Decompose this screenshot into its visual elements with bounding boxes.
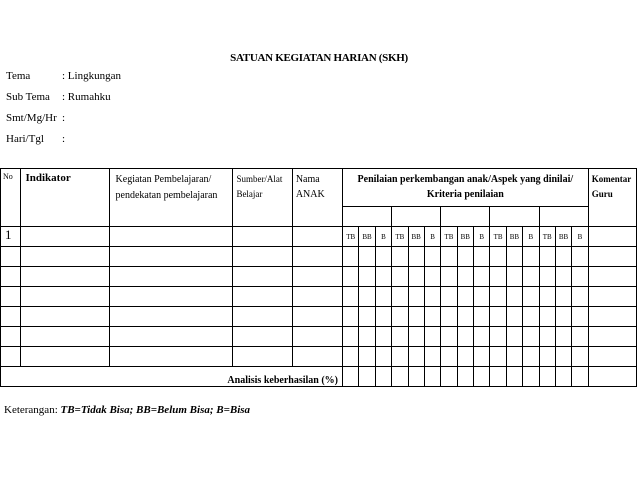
cell [555,267,571,287]
grade-label: TB [343,227,359,247]
grade-label: BB [555,227,571,247]
cell [523,307,539,327]
cell [1,247,21,267]
cell [490,367,506,387]
cell [539,287,555,307]
cell [408,267,424,287]
cell [109,347,233,367]
cell [441,267,457,287]
cell [109,287,233,307]
cell [490,327,506,347]
cell [109,247,233,267]
meta-smt [6,112,65,124]
cell [506,267,522,287]
cell [109,267,233,287]
cell [474,247,490,267]
aspect-cell [539,207,588,227]
cell [457,287,473,307]
cell [441,347,457,367]
cell [21,227,109,247]
cell [474,307,490,327]
aspect-cell [343,207,392,227]
meta-value: : Lingkungan [62,70,121,82]
cell [233,287,292,307]
cell [490,247,506,267]
cell [523,267,539,287]
aspect-cell [490,207,539,227]
cell [539,267,555,287]
analisis-row [1,367,637,387]
cell [375,347,391,367]
cell [490,267,506,287]
cell [523,347,539,367]
meta-value: : Rumahku [62,91,111,103]
cell [506,367,522,387]
cell [588,247,636,267]
aspect-cell [441,207,490,227]
cell [555,287,571,307]
cell [21,307,109,327]
cell [457,247,473,267]
cell [233,267,292,287]
cell [539,307,555,327]
grade-label: TB [392,227,408,247]
cell [506,307,522,327]
cell [408,307,424,327]
cell [474,347,490,367]
table-row [1,247,637,267]
header-komentar: Komentar Guru [588,169,636,227]
cell [474,327,490,347]
analisis-label: Analisis keberhasilan (%) [1,367,343,387]
cell [233,347,292,367]
skh-table [0,168,637,387]
cell [555,347,571,367]
cell [375,247,391,267]
meta-tema [6,70,121,82]
cell [539,327,555,347]
cell [21,247,109,267]
cell [424,247,440,267]
cell [408,247,424,267]
cell [539,247,555,267]
cell [441,287,457,307]
cell [572,267,588,287]
keterangan-text: TB=Tidak Bisa; BB=Belum Bisa; B=Bisa [60,404,251,416]
cell [359,327,375,347]
cell [233,327,292,347]
cell [474,367,490,387]
cell [457,367,473,387]
cell [292,267,342,287]
cell [457,327,473,347]
cell [359,347,375,367]
cell [233,247,292,267]
cell [555,327,571,347]
cell [392,347,408,367]
cell [572,247,588,267]
cell [292,247,342,267]
cell [474,267,490,287]
grade-label: B [375,227,391,247]
grade-label: TB [490,227,506,247]
cell [555,367,571,387]
meta-subtema [6,91,111,103]
cell [359,267,375,287]
meta-label: Sub Tema [6,91,50,103]
cell [343,307,359,327]
header-no: No [1,169,21,227]
cell [572,327,588,347]
cell [457,307,473,327]
aspect-cell [392,207,441,227]
cell [408,327,424,347]
header-indikator: Indikator [21,169,109,227]
table-row [1,347,637,367]
cell [424,367,440,387]
cell [343,327,359,347]
meta-hari [6,133,65,145]
meta-label: Hari/Tgl [6,133,44,145]
table-row [1,227,637,247]
cell [375,287,391,307]
keterangan [4,404,250,416]
cell [292,347,342,367]
cell [359,287,375,307]
grade-label: B [424,227,440,247]
cell [233,307,292,327]
table-row [1,327,637,347]
cell [555,247,571,267]
header-sumber: Sumber/Alat Belajar [233,169,292,227]
cell [572,307,588,327]
cell [1,327,21,347]
cell [424,267,440,287]
meta-value: : [62,112,66,124]
cell [343,347,359,367]
grade-label: B [474,227,490,247]
cell [292,227,342,247]
header-kegiatan: Kegiatan Pembelajaran/ pendekatan pembelajaran [109,169,233,227]
cell [441,307,457,327]
cell [375,327,391,347]
cell [375,367,391,387]
cell [490,347,506,367]
cell [292,327,342,347]
cell [21,287,109,307]
table-row [1,287,637,307]
cell [506,287,522,307]
cell [457,267,473,287]
cell [523,327,539,347]
cell [392,327,408,347]
cell [343,247,359,267]
cell [392,247,408,267]
header-nama: Nama ANAK [292,169,342,227]
cell [441,247,457,267]
cell [1,347,21,367]
grade-label: TB [539,227,555,247]
cell [343,287,359,307]
cell [21,327,109,347]
cell [392,287,408,307]
cell [392,307,408,327]
cell [1,287,21,307]
cell [359,307,375,327]
cell [424,327,440,347]
cell [343,367,359,387]
cell [424,347,440,367]
cell [441,367,457,387]
cell [375,307,391,327]
cell [474,287,490,307]
cell [490,307,506,327]
cell [292,307,342,327]
cell [1,267,21,287]
cell [392,367,408,387]
cell [588,287,636,307]
cell [523,287,539,307]
cell [555,307,571,327]
cell [457,347,473,367]
cell [109,327,233,347]
table-row [1,267,637,287]
cell [588,347,636,367]
empty-rows [1,247,637,367]
keterangan-label: Keterangan: [4,404,58,416]
meta-value: : [62,133,66,145]
cell [506,347,522,367]
grade-label: B [523,227,539,247]
cell [292,287,342,307]
cell [233,227,292,247]
header-penilaian: Penilaian perkembangan anak/Aspek yang dinilai/ Kriteria penilaian [343,169,589,207]
grade-label: B [572,227,588,247]
grade-label: BB [457,227,473,247]
cell [506,327,522,347]
cell [109,227,233,247]
cell [408,347,424,367]
page-title: SATUAN KEGIATAN HARIAN (SKH) [230,52,408,64]
cell [109,307,233,327]
meta-label: Smt/Mg/Hr [6,112,57,124]
grade-label: BB [408,227,424,247]
cell [375,267,391,287]
cell [359,367,375,387]
cell [21,347,109,367]
cell [588,267,636,287]
cell [572,347,588,367]
cell [424,287,440,307]
grade-label: BB [359,227,375,247]
meta-label: Tema [6,70,31,82]
grade-label: TB [441,227,457,247]
cell [408,367,424,387]
cell [359,247,375,267]
cell [408,287,424,307]
cell [424,307,440,327]
cell [588,227,636,247]
cell [588,307,636,327]
cell [588,327,636,347]
grade-label: BB [506,227,522,247]
cell [539,367,555,387]
cell [1,307,21,327]
cell [572,367,588,387]
cell [21,267,109,287]
cell [523,367,539,387]
cell [343,267,359,287]
row-number: 1 [1,227,21,247]
cell [506,247,522,267]
cell [490,287,506,307]
cell [441,327,457,347]
cell [572,287,588,307]
cell [523,247,539,267]
table-row [1,307,637,327]
cell [588,367,636,387]
cell [392,267,408,287]
cell [539,347,555,367]
